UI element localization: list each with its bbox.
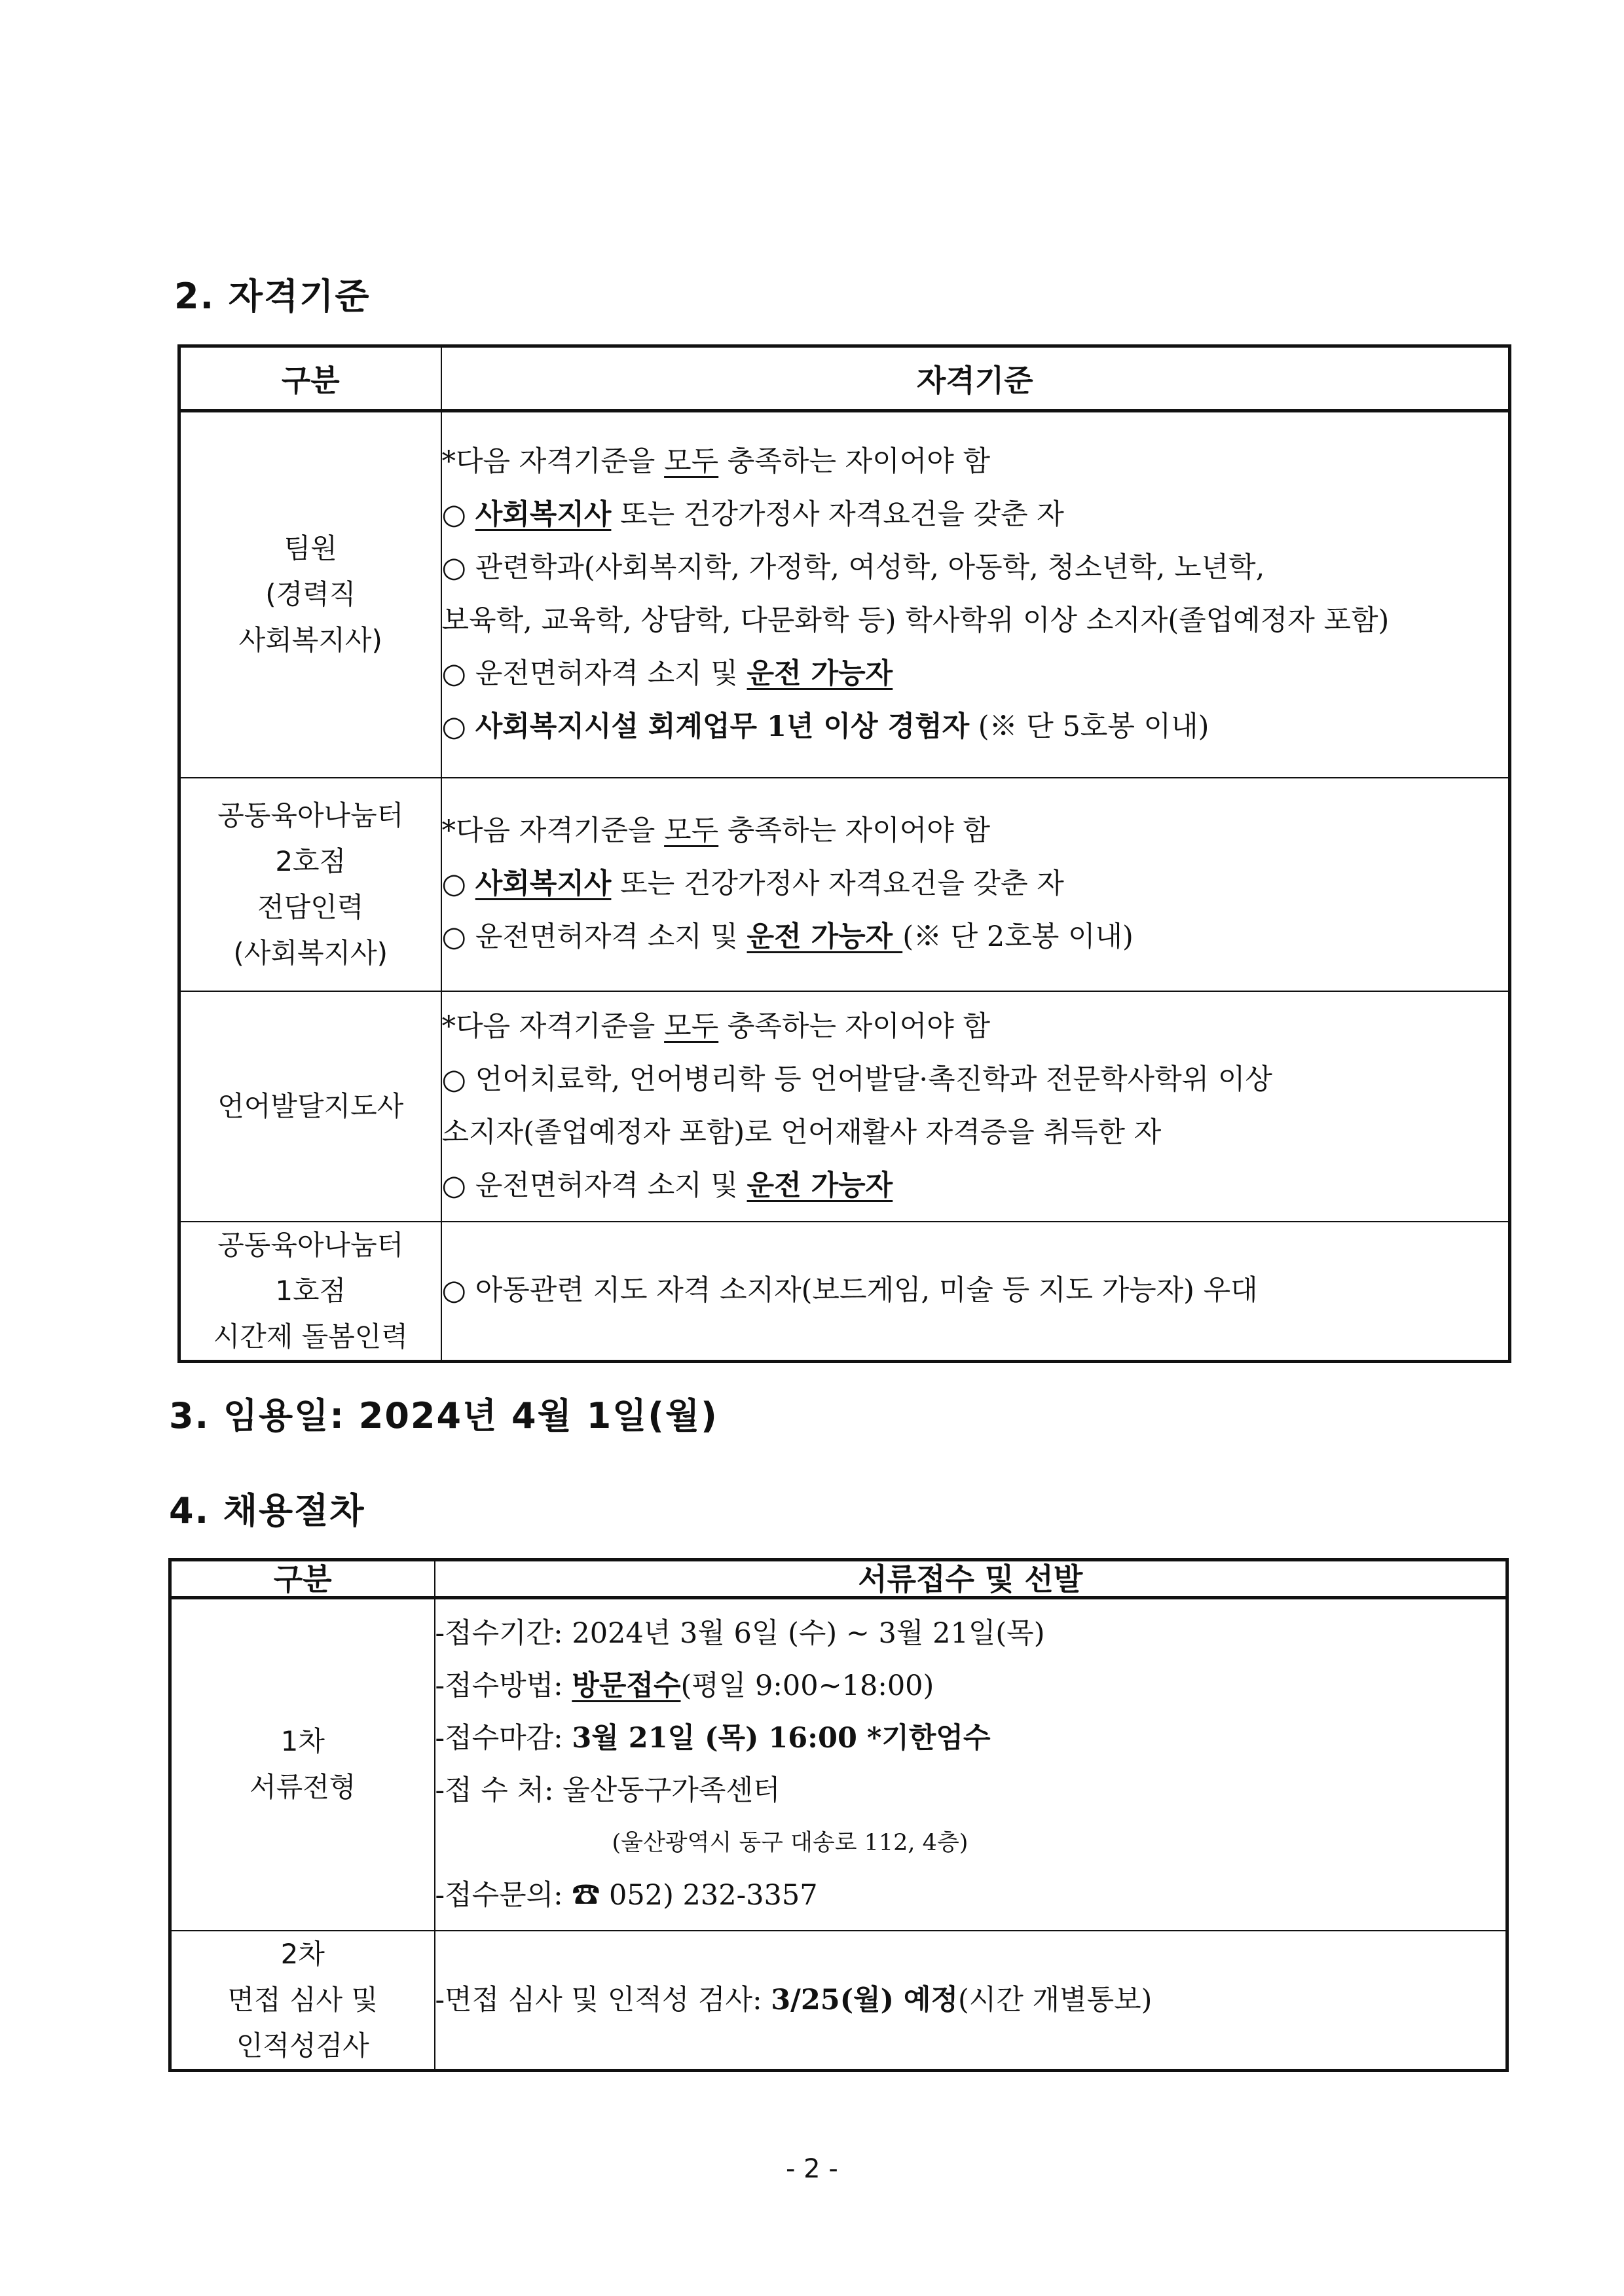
qualification-category xyxy=(179,991,441,1222)
qualification-text: *다음 자격기준을 xyxy=(441,445,665,479)
qualification-text: ○ 운전면허자격 소지 및 xyxy=(441,920,747,953)
qualification-line xyxy=(442,1000,1509,1053)
qualification-category-line: 1호점 xyxy=(275,1274,346,1307)
qualification-row xyxy=(179,991,1510,1222)
qualification-row xyxy=(179,411,1510,778)
qualification-category-line: 언어발달지도사 xyxy=(217,1089,404,1122)
qualification-line xyxy=(442,541,1509,594)
qualification-line xyxy=(442,1053,1509,1106)
qualification-header-criteria: 자격기준 xyxy=(441,346,1510,411)
procedure-table xyxy=(168,1558,1509,2072)
qualification-text: ○ 아동관련 지도 자격 소지자(보드게임, 미술 등 지도 가능자) 우대 xyxy=(441,1274,1258,1307)
procedure-header-selection: 서류접수 및 선발 xyxy=(435,1560,1507,1598)
procedure-text-tail: (평일 9:00~18:00) xyxy=(680,1669,934,1703)
procedure-category-line: 2차 xyxy=(280,1937,325,1970)
qualification-text: ○ 운전면허자격 소지 및 xyxy=(441,657,747,691)
qualification-category xyxy=(179,778,441,991)
procedure-text: -접수방법: xyxy=(435,1669,572,1703)
procedure-line xyxy=(435,1764,1506,1817)
qualification-emphasis: 운전 가능자 xyxy=(747,920,903,953)
procedure-category xyxy=(170,1931,435,2071)
procedure-category-line: 면접 심사 및 xyxy=(227,1983,378,2016)
procedure-category-line: 인적성검사 xyxy=(236,2029,369,2062)
procedure-category xyxy=(170,1598,435,1931)
qualification-text: ○ 운전면허자격 소지 및 xyxy=(441,1169,747,1202)
qualification-line xyxy=(442,1159,1509,1212)
qualification-category xyxy=(179,411,441,778)
qualification-line xyxy=(442,911,1509,964)
page-number: - 2 - xyxy=(786,2154,838,2184)
qualification-category-line: 2호점 xyxy=(275,845,346,877)
procedure-row xyxy=(170,1931,1507,2071)
procedure-line xyxy=(435,1660,1506,1712)
qualification-category-line: 시간제 돌봄인력 xyxy=(213,1320,408,1353)
qualification-category-line: 전담인력 xyxy=(257,890,364,923)
qualification-text: *다음 자격기준을 xyxy=(441,814,665,847)
qualification-category-line: 팀원 xyxy=(284,532,337,565)
procedure-text: -접 수 처: 울산동구가족센터 xyxy=(435,1774,781,1808)
qualification-emphasis: 모두 xyxy=(664,814,719,847)
qualification-text: ○ 언어치료학, 언어병리학 등 언어발달·촉진학과 전문학사학위 이상 xyxy=(441,1063,1272,1096)
qualification-row xyxy=(179,1222,1510,1362)
qualification-text-tail: 또는 건강가정사 자격요건을 갖춘 자 xyxy=(611,867,1064,900)
procedure-text: (울산광역시 동구 대송로 112, 4층) xyxy=(612,1830,969,1857)
section-4-title: 4. 채용절차 xyxy=(169,1490,365,1531)
qualification-text: ○ 관련학과(사회복지학, 가정학, 여성학, 아동학, 청소년학, 노년학, xyxy=(441,551,1265,585)
qualification-line xyxy=(442,488,1509,541)
qualification-category-line: (경력직 xyxy=(265,578,356,611)
procedure-line xyxy=(435,1869,1506,1922)
qualification-category-line: 공동육아나눔터 xyxy=(217,1228,404,1261)
qualification-emphasis: 사회복지사 xyxy=(475,498,612,532)
qualification-text: ○ xyxy=(441,867,475,900)
qualification-line xyxy=(442,435,1509,488)
qualification-text-tail: (※ 단 5호봉 이내) xyxy=(969,710,1209,744)
qualification-text: ○ xyxy=(441,710,475,744)
qualification-text: 보육학, 교육학, 상담학, 다문화학 등) 학사학위 이상 소지자(졸업예정자 포함) xyxy=(441,604,1390,638)
qualification-details xyxy=(441,1222,1510,1362)
procedure-details xyxy=(435,1598,1507,1931)
procedure-bold-text: 3월 21일 (목) 16:00 *기한엄수 xyxy=(572,1722,991,1755)
qualification-emphasis: 모두 xyxy=(664,1010,719,1043)
qualification-details xyxy=(441,778,1510,991)
procedure-details xyxy=(435,1931,1507,2071)
procedure-category-line: 1차 xyxy=(280,1725,325,1758)
qualification-table xyxy=(177,344,1511,1363)
qualification-emphasis: 사회복지사 xyxy=(475,867,612,900)
qualification-category xyxy=(179,1222,441,1362)
qualification-text-tail: 또는 건강가정사 자격요건을 갖춘 자 xyxy=(611,498,1064,532)
qualification-line xyxy=(442,701,1509,754)
section-3-title: 3. 임용일: 2024년 4월 1일(월) xyxy=(169,1395,718,1436)
qualification-line xyxy=(442,805,1509,858)
qualification-details xyxy=(441,991,1510,1222)
qualification-line xyxy=(442,1264,1509,1317)
procedure-line xyxy=(435,1712,1506,1764)
qualification-text-tail: 충족하는 자이어야 함 xyxy=(718,445,991,479)
qualification-details xyxy=(441,411,1510,778)
procedure-line xyxy=(435,1607,1506,1660)
qualification-emphasis: 운전 가능자 xyxy=(747,657,893,691)
qualification-line xyxy=(442,647,1509,701)
procedure-text: -접수문의: ☎ 052) 232-3357 xyxy=(435,1879,818,1912)
procedure-header-category: 구분 xyxy=(170,1560,435,1598)
procedure-bold-text: 3/25(월) 예정 xyxy=(771,1983,958,2016)
qualification-text-tail: 충족하는 자이어야 함 xyxy=(718,814,991,847)
procedure-row xyxy=(170,1598,1507,1931)
qualification-category-line: (사회복지사) xyxy=(233,936,388,969)
qualification-category-line: 공동육아나눔터 xyxy=(217,799,404,831)
qualification-bold-text: 사회복지시설 회계업무 1년 이상 경험자 xyxy=(475,710,970,744)
procedure-line xyxy=(435,1974,1506,2026)
qualification-emphasis: 운전 가능자 xyxy=(747,1169,893,1202)
qualification-text-tail: 충족하는 자이어야 함 xyxy=(718,1010,991,1043)
qualification-line xyxy=(442,858,1509,911)
qualification-header-category: 구분 xyxy=(179,346,441,411)
qualification-line xyxy=(442,1106,1509,1159)
qualification-emphasis: 모두 xyxy=(664,445,719,479)
qualification-category-line: 사회복지사) xyxy=(238,624,382,657)
section-2-title: 2. 자격기준 xyxy=(174,276,371,317)
procedure-emphasis: 방문접수 xyxy=(572,1669,681,1703)
procedure-text-tail: (시간 개별통보) xyxy=(958,1983,1153,2016)
qualification-text: 소지자(졸업예정자 포함)로 언어재활사 자격증을 취득한 자 xyxy=(441,1116,1162,1149)
qualification-text: *다음 자격기준을 xyxy=(441,1010,665,1043)
procedure-text: -접수기간: 2024년 3월 6일 (수) ~ 3월 21일(목) xyxy=(435,1617,1045,1650)
qualification-line xyxy=(442,594,1509,647)
procedure-text: -면접 심사 및 인적성 검사: xyxy=(435,1983,771,2016)
procedure-category-line: 서류전형 xyxy=(249,1771,356,1804)
qualification-text-tail: (※ 단 2호봉 이내) xyxy=(902,920,1134,953)
procedure-text: -접수마감: xyxy=(435,1722,572,1755)
qualification-row xyxy=(179,778,1510,991)
qualification-text: ○ xyxy=(441,498,475,532)
procedure-line xyxy=(435,1817,1506,1869)
